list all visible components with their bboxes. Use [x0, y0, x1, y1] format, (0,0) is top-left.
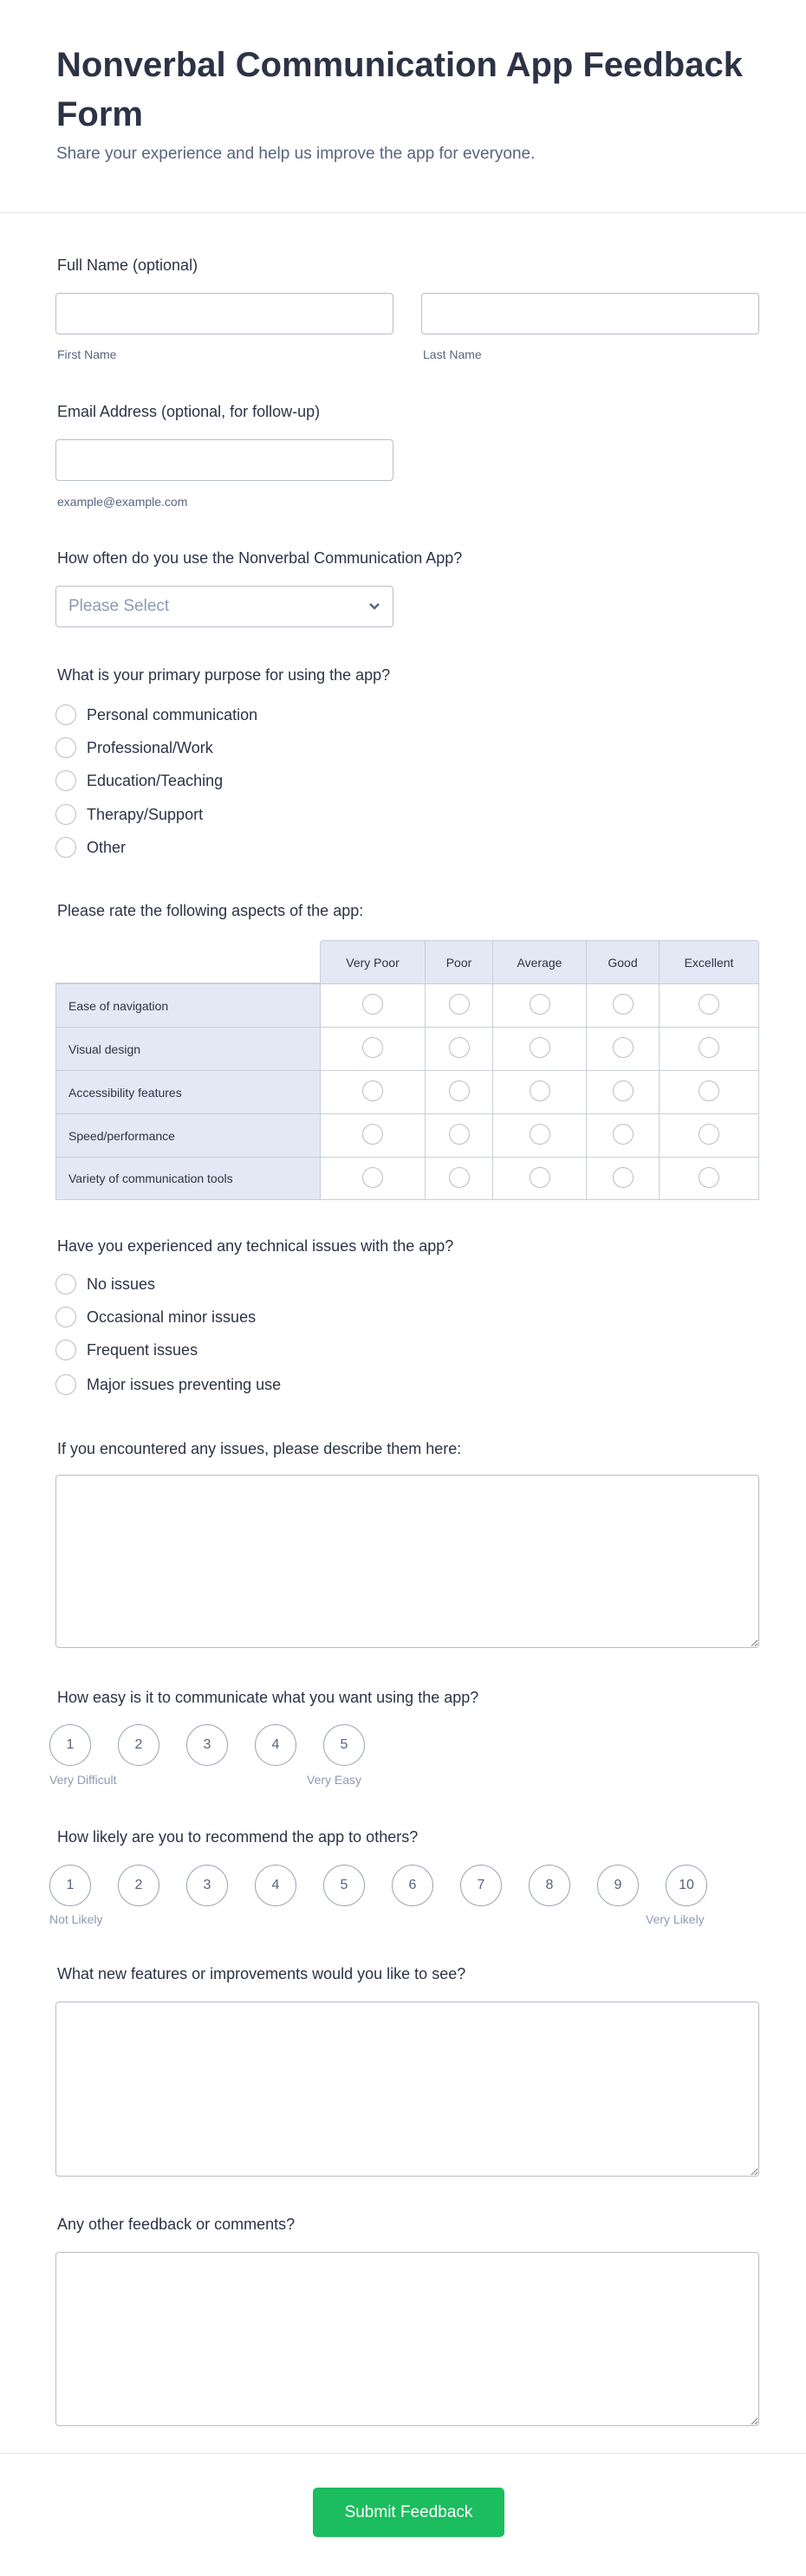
matrix-radio[interactable]: [362, 994, 383, 1015]
matrix-radio[interactable]: [613, 1124, 634, 1145]
radio-option-label: Other: [87, 838, 127, 856]
email-label: Email Address (optional, for follow-up): [57, 403, 321, 420]
scale-option[interactable]: 5: [323, 1724, 365, 1766]
matrix-row: [55, 1070, 759, 1113]
matrix-radio[interactable]: [362, 1080, 383, 1101]
matrix-row-label: Ease of navigation: [55, 983, 320, 1027]
matrix-radio[interactable]: [613, 1080, 634, 1101]
features-label: What new features or improvements would you like to see?: [57, 1965, 466, 1982]
frequency-label: How often do you use the Nonverbal Communication App?: [57, 549, 463, 567]
page-title: Nonverbal Communication App Feedback Form: [56, 46, 743, 133]
scale-option[interactable]: 1: [49, 1724, 91, 1766]
matrix-cell[interactable]: [320, 1157, 425, 1200]
matrix-cell[interactable]: [492, 1113, 586, 1157]
scale-option[interactable]: 4: [255, 1865, 296, 1906]
footer-divider: [0, 2453, 806, 2454]
matrix-radio[interactable]: [699, 994, 719, 1015]
radio-option[interactable]: [55, 1307, 256, 1327]
matrix-radio[interactable]: [449, 1124, 470, 1145]
scale-option[interactable]: 3: [186, 1724, 228, 1766]
matrix-cell[interactable]: [492, 1157, 586, 1200]
matrix-cell[interactable]: [586, 1113, 659, 1157]
matrix-radio[interactable]: [449, 1167, 470, 1188]
matrix-label: Please rate the following aspects of the app:: [57, 902, 364, 919]
scale-option[interactable]: 4: [255, 1724, 296, 1766]
radio-option[interactable]: [55, 1340, 198, 1360]
radio-option[interactable]: [55, 804, 203, 825]
radio-option-label: Personal communication: [87, 705, 258, 723]
matrix-radio[interactable]: [449, 1037, 470, 1058]
matrix-cell[interactable]: [425, 1070, 492, 1113]
recommend-max-label: Very Likely: [646, 1912, 705, 1926]
matrix-row-label: Variety of communication tools: [55, 1157, 320, 1200]
radio-circle-icon: [55, 1307, 76, 1327]
matrix-row-label: Visual design: [55, 1027, 320, 1070]
matrix-radio[interactable]: [449, 1080, 470, 1101]
frequency-select[interactable]: [55, 586, 393, 627]
radio-circle-icon: [55, 804, 76, 825]
header-divider: [0, 212, 806, 213]
scale-option[interactable]: 3: [186, 1865, 228, 1906]
scale-option[interactable]: 9: [597, 1865, 639, 1906]
issues-desc-textarea[interactable]: [55, 1475, 759, 1648]
radio-option-label: Occasional minor issues: [87, 1307, 257, 1326]
purpose-label: What is your primary purpose for using the app?: [57, 666, 391, 684]
matrix-cell[interactable]: [320, 1070, 425, 1113]
radio-circle-icon: [55, 737, 76, 758]
radio-circle-icon: [55, 837, 76, 858]
matrix-radio[interactable]: [530, 1124, 550, 1145]
matrix-radio[interactable]: [613, 1037, 634, 1058]
first-name-input[interactable]: [55, 293, 393, 334]
matrix-row: [55, 983, 759, 1027]
matrix-cell[interactable]: [320, 1113, 425, 1157]
radio-option[interactable]: [55, 837, 126, 858]
matrix-radio[interactable]: [699, 1080, 719, 1101]
matrix-radio[interactable]: [699, 1167, 719, 1188]
matrix-radio[interactable]: [530, 994, 550, 1015]
radio-option[interactable]: [55, 737, 213, 758]
matrix-cell[interactable]: [586, 983, 659, 1027]
email-input[interactable]: [55, 439, 393, 481]
matrix-radio[interactable]: [449, 994, 470, 1015]
matrix-cell[interactable]: [586, 1070, 659, 1113]
features-textarea[interactable]: [55, 2002, 759, 2177]
first-name-sublabel: First Name: [57, 347, 117, 361]
scale-option[interactable]: 1: [49, 1865, 91, 1906]
submit-button[interactable]: Submit Feedback: [313, 2488, 504, 2537]
matrix-column-header: Poor: [425, 940, 492, 983]
matrix-radio[interactable]: [530, 1167, 550, 1188]
other-feedback-textarea[interactable]: [55, 2252, 759, 2426]
radio-circle-icon: [55, 1274, 76, 1294]
scale-option[interactable]: 5: [323, 1865, 365, 1906]
matrix-column-header: Excellent: [659, 940, 759, 983]
matrix-radio[interactable]: [613, 1167, 634, 1188]
other-feedback-label: Any other feedback or comments?: [57, 2216, 296, 2233]
radio-option[interactable]: [55, 704, 257, 725]
scale-option[interactable]: 6: [392, 1865, 433, 1906]
issues-desc-label: If you encountered any issues, please describe them here:: [57, 1440, 462, 1457]
matrix-column-header: Good: [586, 940, 659, 983]
matrix-cell[interactable]: [320, 1027, 425, 1070]
radio-option[interactable]: [55, 1274, 155, 1294]
radio-circle-icon: [55, 1374, 76, 1395]
matrix-cell[interactable]: [425, 1157, 492, 1200]
rating-matrix: [55, 940, 759, 1200]
radio-option[interactable]: [55, 770, 223, 791]
matrix-radio[interactable]: [699, 1037, 719, 1058]
matrix-cell[interactable]: [425, 1113, 492, 1157]
radio-option-label: Education/Teaching: [87, 771, 224, 789]
recommend-min-label: Not Likely: [49, 1912, 103, 1926]
matrix-cell[interactable]: [492, 1070, 586, 1113]
radio-circle-icon: [55, 704, 76, 725]
radio-option-label: No issues: [87, 1275, 156, 1293]
matrix-cell[interactable]: [659, 1157, 759, 1200]
matrix-row-label: Accessibility features: [55, 1070, 320, 1113]
radio-circle-icon: [55, 770, 76, 791]
matrix-cell[interactable]: [659, 1070, 759, 1113]
issues-label: Have you experienced any technical issues with the app?: [57, 1237, 454, 1255]
ease-scale: [49, 1724, 365, 1766]
matrix-cell[interactable]: [659, 1027, 759, 1070]
recommend-label: How likely are you to recommend the app to others?: [57, 1828, 419, 1846]
ease-min-label: Very Difficult: [49, 1773, 117, 1787]
recommend-scale: [49, 1865, 707, 1906]
matrix-radio[interactable]: [362, 1124, 383, 1145]
matrix-radio[interactable]: [362, 1167, 383, 1188]
ease-label: How easy is it to communicate what you want using the app?: [57, 1689, 479, 1706]
matrix-corner: [55, 940, 320, 983]
matrix-row: [55, 1027, 759, 1070]
scale-option[interactable]: 2: [118, 1724, 159, 1766]
matrix-row: [55, 1157, 759, 1200]
scale-option[interactable]: 2: [118, 1865, 159, 1906]
last-name-sublabel: Last Name: [423, 347, 482, 361]
matrix-radio[interactable]: [362, 1037, 383, 1058]
last-name-input[interactable]: [421, 293, 759, 334]
full-name-label: Full Name (optional): [57, 256, 198, 274]
matrix-cell[interactable]: [320, 983, 425, 1027]
scale-option[interactable]: 10: [666, 1865, 707, 1906]
radio-circle-icon: [55, 1340, 76, 1360]
chevron-down-icon: [368, 602, 380, 611]
matrix-radio[interactable]: [613, 994, 634, 1015]
radio-option-label: Therapy/Support: [87, 805, 204, 823]
matrix-row-label: Speed/performance: [55, 1113, 320, 1157]
email-sublabel: example@example.com: [57, 495, 188, 509]
matrix-cell[interactable]: [586, 1157, 659, 1200]
matrix-cell[interactable]: [425, 983, 492, 1027]
ease-max-label: Very Easy: [307, 1773, 362, 1787]
radio-option-label: Frequent issues: [87, 1340, 198, 1359]
matrix-radio[interactable]: [530, 1037, 550, 1058]
radio-option-label: Professional/Work: [87, 738, 213, 756]
matrix-cell[interactable]: [492, 1027, 586, 1070]
matrix-cell[interactable]: [586, 1027, 659, 1070]
scale-option[interactable]: 8: [529, 1865, 570, 1906]
matrix-cell[interactable]: [492, 983, 586, 1027]
matrix-radio[interactable]: [530, 1080, 550, 1101]
frequency-placeholder: Please Select: [68, 597, 170, 615]
scale-option[interactable]: 7: [460, 1865, 502, 1906]
matrix-column-header: Average: [492, 940, 586, 983]
matrix-row: [55, 1113, 759, 1157]
matrix-cell[interactable]: [425, 1027, 492, 1070]
matrix-cell[interactable]: [659, 983, 759, 1027]
radio-option[interactable]: [55, 1374, 281, 1395]
matrix-radio[interactable]: [699, 1124, 719, 1145]
page-subtitle: Share your experience and help us improve the app for everyone.: [56, 145, 536, 163]
radio-option-label: Major issues preventing use: [87, 1375, 282, 1393]
matrix-cell[interactable]: [659, 1113, 759, 1157]
matrix-column-header: Very Poor: [320, 940, 425, 983]
